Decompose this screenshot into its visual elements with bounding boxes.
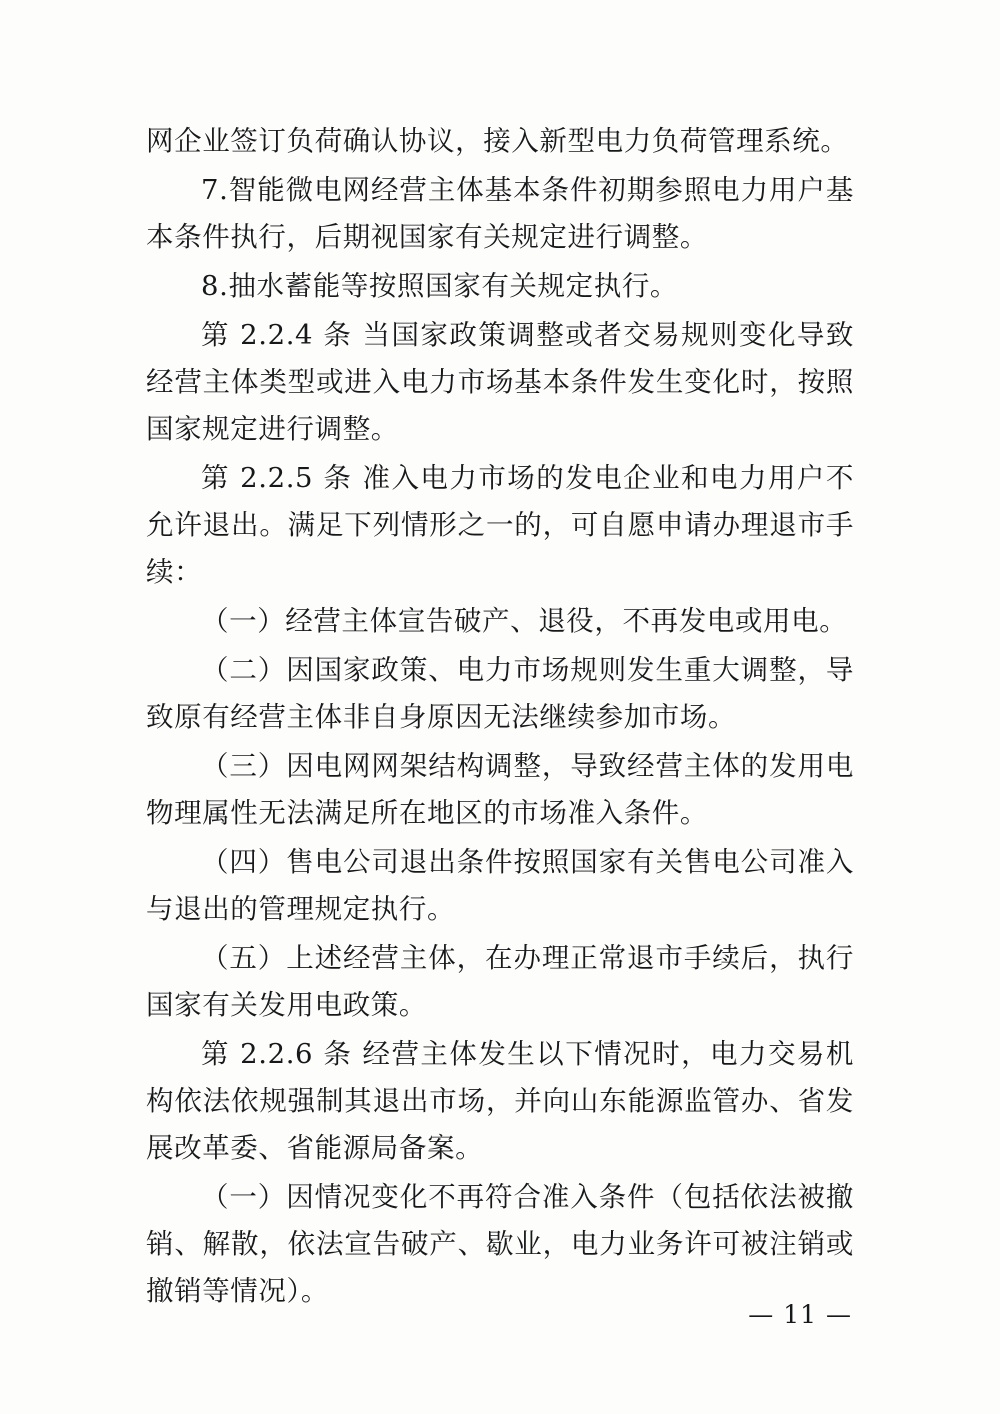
paragraph-article-2-2-6: 第 2.2.6 条 经营主体发生以下情况时，电力交易机构依法依规强制其退出市场，并向山东能源监管办、省发展改革委、省能源局备案。 (146, 1038, 854, 1164)
document-body (146, 118, 854, 1317)
paragraph-2-2-5-item-4: （四）售电公司退出条件按照国家有关售电公司准入与退出的管理规定执行。 (146, 846, 854, 925)
paragraph-item-8: 8.抽水蓄能等按照国家有关规定执行。 (201, 270, 679, 302)
paragraph-2-2-5-item-2: （二）因国家政策、电力市场规则发生重大调整，导致原有经营主体非自身原因无法继续参加市场。 (146, 654, 854, 733)
paragraph-item-7: 7.智能微电网经营主体基本条件初期参照电力用户基本条件执行，后期视国家有关规定进行调整。 (146, 174, 854, 253)
paragraph-article-2-2-4: 第 2.2.4 条 当国家政策调整或者交易规则变化导致经营主体类型或进入电力市场基本条件发生变化时，按照国家规定进行调整。 (146, 319, 854, 445)
paragraph-continued: 网企业签订负荷确认协议，接入新型电力负荷管理系统。 (146, 125, 849, 157)
paragraph-2-2-5-item-1: （一）经营主体宣告破产、退役，不再发电或用电。 (201, 605, 848, 637)
paragraph-2-2-6-item-1: （一）因情况变化不再符合准入条件（包括依法被撤销、解散，依法宣告破产、歇业，电力业务许可被注销或撤销等情况）。 (146, 1181, 854, 1307)
paragraph-2-2-5-item-5: （五）上述经营主体，在办理正常退市手续后，执行国家有关发用电政策。 (146, 942, 854, 1021)
paragraph-article-2-2-5: 第 2.2.5 条 准入电力市场的发电企业和电力用户不允许退出。满足下列情形之一的，可自愿申请办理退市手续： (146, 462, 854, 588)
page-number: — 11 — (748, 1300, 852, 1329)
paragraph-2-2-5-item-3: （三）因电网网架结构调整，导致经营主体的发用电物理属性无法满足所在地区的市场准入条件。 (146, 750, 854, 829)
